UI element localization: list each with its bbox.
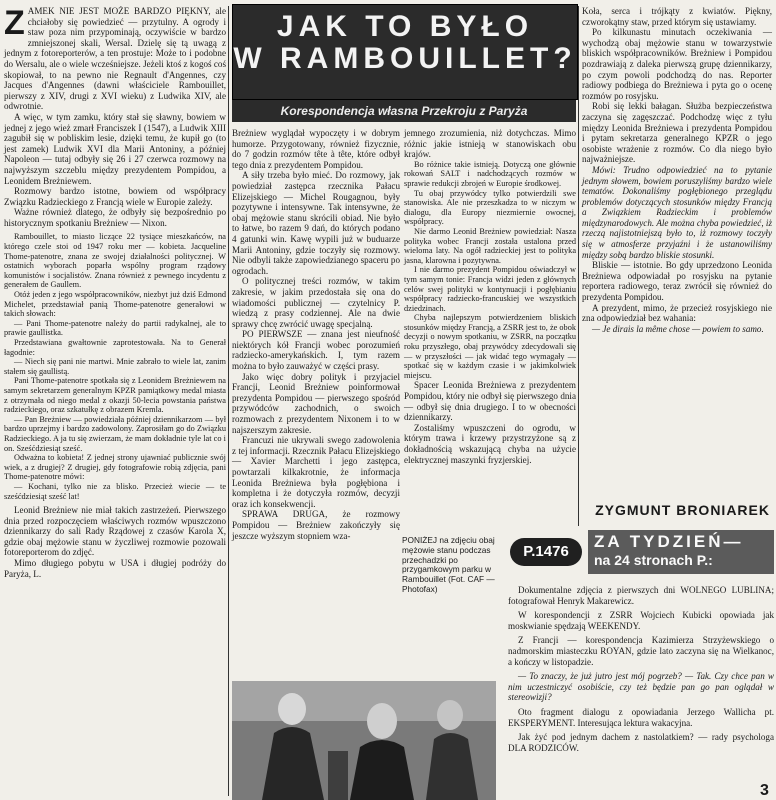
paragraph: Rozmowy bardzo istotne, bowiem od współpracy Związku Radzieckiego z Francją wiele w Europie zależy. bbox=[4, 186, 226, 207]
small-paragraph: Nie darmo Leonid Breżniew powiedział: Nasza polityka wobec Francji została ustalona przed wieloma laty. Na ogół radzieckiej jest to polityka jasna, klarowna i pozytywna. bbox=[404, 226, 576, 265]
column-2 bbox=[232, 128, 400, 541]
small-paragraph: — Pan Breżniew — powiedziała później dziennikarzom — był bardzo uprzejmy i bardzo zadowolony. Zaprosiłam go do Związku Radzieckiego. A ja tu się zwierzam, że mam dokładnie tyle lat co i on. Sześćdziesiąt sześć. bbox=[4, 414, 226, 453]
paragraph: A prezydent, mimo, że przecież rosyjskiego nie zna odpowiedział bez wahania: bbox=[582, 302, 772, 324]
paragraph: Zostaliśmy wpuszczeni do ogrodu, w którym trawa i krzewy przystrzyżone są z dokładnością wskazującą chyba na użycie elektrycznej maszynki fryzjerskiej. bbox=[404, 422, 576, 465]
headline-subtitle: Korespondencja własna Przekroju z Paryża bbox=[232, 100, 576, 122]
small-paragraph: Otóż jeden z jego współpracowników, niezbyt już dziś Edmond Michelet, przedstawiał panią Thome-patenotre generałowi w takich słowach: bbox=[4, 290, 226, 319]
column-3 bbox=[404, 128, 576, 465]
paragraph: SPRAWA DRUGA, że rozmowy Pompidou — Breżniew zakończyły się jeszcze wyższym stopniem wza- bbox=[232, 509, 400, 541]
next-week-item: Dokumentalne zdjęcia z pierwszych dni WOLNEGO LUBLINA; fotografował Henryk Makarewicz. bbox=[508, 585, 774, 606]
next-week-item: Jak żyć pod jednym dachem z nastolatkiem? — rady psychologa DLA RODZICÓW. bbox=[508, 732, 774, 753]
column-rule bbox=[228, 6, 229, 796]
page-number: 3 bbox=[760, 782, 769, 799]
small-paragraph: I nie darmo prezydent Pompidou oświadczył w tym samym tonie: Francja widzi jeden z głównych celów swej polityki w kontynuacji i pogłębianiu współpracy radziecko-francuskiej we wszystkich dziedzinach. bbox=[404, 265, 576, 313]
column-1 bbox=[4, 6, 226, 579]
next-week-item: W korespondencji z ZSRR Wojciech Kubicki opowiada jak moskwianie spędzają WEEKENDY. bbox=[508, 610, 774, 631]
paragraph: Leonid Breżniew nie miał takich zastrzeżeń. Pierwszego dnia przed rozpoczęciem właściwych rozmów wpuszczono dziennikarzy do sali Rady Rządowej z czasów Karola X, gdzie obaj mężowie stanu w życzliwej rozmowie pozowali fotoreporterom do zdjęć. bbox=[4, 505, 226, 558]
paragraph: Spacer Leonida Breżniewa z prezydentem Pompidou, który nie odbył się pierwszego dnia — odbył się dnia drugiego. I to w obecności dziennikarzy. bbox=[404, 380, 576, 423]
paragraph: PO PIERWSZE — znana jest nieufność niektórych kół Francji wobec porozumień radziecko-amerykańskich. I, tym razem można to było zauważyć w części prasy. bbox=[232, 329, 400, 372]
paragraph: Koła, serca i trójkąty z kwiatów. Piękny, czworokątny staw, przed którym się ustawiamy. bbox=[582, 6, 772, 27]
paragraph: A więc, w tym zamku, który stał się sławny, bowiem w jednej z jego wież zmarł Franciszek I (1547), a Ludwik XIII zagubił się w pobliskim lesie, dzięki temu, że kupił go (to jest zamek) Ludwik XVI dla Marii Antoniny, a później Napoleon — tutaj odbyły się 26 i 27 czerwca rozmowy na najwyższym szczeblu między prezydentem Pompidou, a Leonidem Breżniewem. bbox=[4, 111, 226, 186]
headline-banner bbox=[232, 4, 578, 100]
next-week-item: Z Francji — korespondencja Kazimierza Strzyżewskiego o nadmorskim miasteczku ROYAN, gdzie lato zaczyna się na Wielkanoc, a kończy w listopadzie. bbox=[508, 635, 774, 667]
headline-line-2: W RAMBOUILLET? bbox=[233, 42, 577, 75]
small-paragraph: — Pani Thome-patenotre należy do partii radykalnej, ale to prawie gaullistka. bbox=[4, 318, 226, 338]
issue-badge: P.1476 bbox=[510, 538, 582, 566]
small-paragraph: Pani Thome-patenotre spotkała się z Leonidem Breżniewem na samym sekretarzem generalnym KPZR pamiątkowy medal miasta z otrzymała od niego medal z okazji 50-lecia powstania państwa radzieckiego, oraz szkatułkę z obrazem Kremla. bbox=[4, 376, 226, 415]
small-paragraph: Tu obaj przywódcy tylko potwierdzili swe stanowiska. Ale nie przeszkadza to w niczym w dialogu, dla Europy niezmiernie owocnej, współpracy. bbox=[404, 188, 576, 227]
author-signature: ZYGMUNT BRONIAREK bbox=[595, 502, 770, 518]
paragraph: Mimo długiego pobytu w USA i długiej podróży do Paryża, L. bbox=[4, 558, 226, 579]
paragraph: Jako więc dobry polityk i przyjaciel Francji, Leonid Breżniew poinformował prezydenta Pompidou — pierwszego spośród przywódców zachodnich, o swoich rozmowach z prezydentem Nixonem i to w najszerszym zakresie. bbox=[232, 371, 400, 435]
next-week-items bbox=[508, 585, 774, 757]
photo-politicians bbox=[232, 681, 496, 800]
paragraph: Ważne również dlatego, że odbyły się bezpośrednio po historycznym spotkaniu Breżniew — Nixon. bbox=[4, 207, 226, 228]
column-4 bbox=[582, 6, 772, 334]
next-week-title-line-2: na 24 stronach P.: bbox=[594, 552, 713, 568]
paragraph: Francuzi nie ukrywali swego zadowolenia z tej informacji. Rzecznik Pałacu Elizejskiego — Xavier Marchetti i jego zastępca, powtarzali kilkakrotnie, że informacja Leonida Breżniewa była pogłębiona i kompletna i że dotyczyła rozmów, decyzji oraz ich konsekwencji. bbox=[232, 435, 400, 509]
next-week-header bbox=[504, 530, 774, 582]
paragraph: Po kilkunastu minutach oczekiwania — wychodzą obaj mężowie stanu w towarzystwie bliskich współpracowników. Breżniew i Pompidou pozdrawiają z daleka pierwszą grupę dziennikarzy, po czym powoli podchodzą do nas. Reporter radiowy podbiega do Breżniewa i pyta go o ocenę rozmów po rosyjsku. bbox=[582, 27, 772, 101]
next-week-title-line-1: ZA TYDZIEŃ— bbox=[594, 532, 744, 551]
paragraph: O politycznej treści rozmów, w takim zakresie, w jakim przedostała się ona do wiadomości publicznej — czytelnicy P. wiedzą z prasy codziennej. Ale na dwie sprawy chcę zwrócić uwagę specjalną. bbox=[232, 276, 400, 329]
photo-illustration bbox=[232, 681, 496, 800]
small-paragraph: Rambouillet, to miasto liczące 22 tysiące mieszkańców, na którego czele stoi od 1947 roku mer — kobieta. Jacqueline Thome-patenotre, znana ze swojej działalności politycznej. W ostatnich wyborach poparła wspólny program rządowy komunistów i socjalistów. Znana również z pewnego incydentu z generałem de Gaullem. bbox=[4, 232, 226, 290]
paragraph: Mówi: Trudno odpowiedzieć na to pytanie jednym słowem, bowiem poruszyliśmy bardzo wiele tematów. Dokonaliśmy pogłębionego przeglądu problemów dotyczących stosunków między Francją a Związkiem Radzieckim i problemów międzynarodowych. Ale można chyba powiedzieć, iż rzeczą najistotniejszą było to, iż rozmowy toczyły się w atmosferze przyjaźni i że ustanowiliśmy między sobą bardzo bliskie stosunki. bbox=[582, 164, 772, 260]
paragraph: Breżniew wyglądał wypoczęty i w dobrym humorze. Przygotowany, również fizycznie, do 7 godzin rozmów tête à tête, które odbył tego dnia z prezydentem Pompidou. bbox=[232, 128, 400, 170]
next-week-item: Oto fragment dialogu z opowiadania Jerzego Wallicha pt. EKSPERYMENT. Interesująca lektura wakacyjna. bbox=[508, 706, 774, 728]
next-week-title bbox=[588, 530, 774, 574]
photo-caption: PONIŻEJ na zdjęciu obaj mężowie stanu podczas przechadzki po przygamkowym parku w Rambouillet (Fot. CAF — Photofax) bbox=[402, 535, 495, 594]
column-rule bbox=[578, 6, 579, 526]
paragraph: Bliskie — istotnie. Bo gdy uprzedzono Leonida Breżniewa odpowiadał po rosyjsku na pytanie reportera radiowego, teraz zwrócił się również do prezydenta Pompidou. bbox=[582, 260, 772, 303]
small-paragraph: Przedstawiana gwałtownie zaprotestowała. Na to Generał łagodnie: bbox=[4, 338, 226, 357]
next-week-item: — To znaczy, że już jutro jest mój pogrzeb? — Tak. Czy chce pan w nim uczestniczyć osobiście, czy też będzie pan go pan oglądał w stereowizji? bbox=[508, 671, 774, 703]
paragraph: jemnego zrozumienia, niż dotychczas. Mimo różnic jakie istnieją w stanowiskach obu krajów. bbox=[404, 128, 576, 160]
paragraph: — Je dirais la même chose — powiem to samo. bbox=[592, 323, 764, 334]
paragraph: A siły trzeba było mieć. Do rozmowy, jak powiedział zastępca rzecznika Pałacu Elizejskiego — Michel Rougagnou, były pozytywne i intensywne. Tak intensywne, że obaj mężowie stanu skrócili obiad. Nie było to łatwe, bo razem 9 dań, do których podano 4 gatunki win. Kawę wypili już w buduarze Marii Antoniny, gdzie toczyły się rozmowy. Nie odbyli także zapowiedzianego spaceru po ogrodach. bbox=[232, 170, 400, 276]
small-paragraph: — Kochani, tylko nie za blisko. Przecież wiecie — te sześćdziesiąt sześć lat! bbox=[4, 481, 226, 501]
small-paragraph: — Niech się pani nie martwi. Mnie zabrało to wiele lat, zanim stałem się gaullistą. bbox=[4, 357, 226, 376]
paragraph: Robi się lekki bałagan. Służba bezpieczeństwa zaczyna się zagęszczać. Podchodzę więc z tyłu między Leonida Breżniewa i prezydenta Pompidou i pytam sekretarza generalnego KPZR o jego osobiste wrażenie z rozmów. Co dla niego było najważniejsze. bbox=[582, 101, 772, 165]
headline-line-1: JAK TO BYŁO bbox=[276, 10, 534, 43]
small-paragraph: Bo różnice takie istnieją. Dotyczą one głównie rokowań SALT i nadchodzących rozmów w sprawie redukcji zbrojeń w Europie środkowej. bbox=[404, 159, 576, 188]
paragraph: AMEK NIE JEST MOŻE BARDZO PIĘKNY, ale chciałoby się powiedzieć — przytulny. A ogrody i staw poza nim przypominają, oczywiście w bardzo zmniejszonej skali, Wersal. Dzielę się tą uwagą z jednym z fotoreporterów, a ten prostuje: Może to i podobne do Wersalu, ale o wiele wcześniejsze. Jeżeli ktoś z kogoś coś skopiował, to na pewno nie Regnault d'Angennes, czy Jacques d'Angennes (dawni właściciele Rambouillet, pierwszy z XIV, drugi z XVI wieku) z Ludwika XIV, ale odwrotnie. bbox=[4, 6, 226, 112]
small-paragraph: Chyba najlepszym potwierdzeniem bliskich stosunków między Francją, a ZSRR jest to, że obok decyzji o nowym spotkaniu, w ZSRR, na początku roku przyszłego, obaj przywódcy zdecydowali się — w przyszłości — jak widać tego wymagały — spotkać się w każdym czasie i w jakimkolwiek miejscu. bbox=[404, 313, 576, 380]
drop-cap: Z bbox=[4, 4, 25, 42]
small-paragraph: Odważna to kobieta! Z jednej strony ujawniać publicznie swój wiek, a z drugiej? Z drugiej, gdy fotografowie robią zdjęcia, pani Thome-patenotre mówi: bbox=[4, 453, 226, 482]
